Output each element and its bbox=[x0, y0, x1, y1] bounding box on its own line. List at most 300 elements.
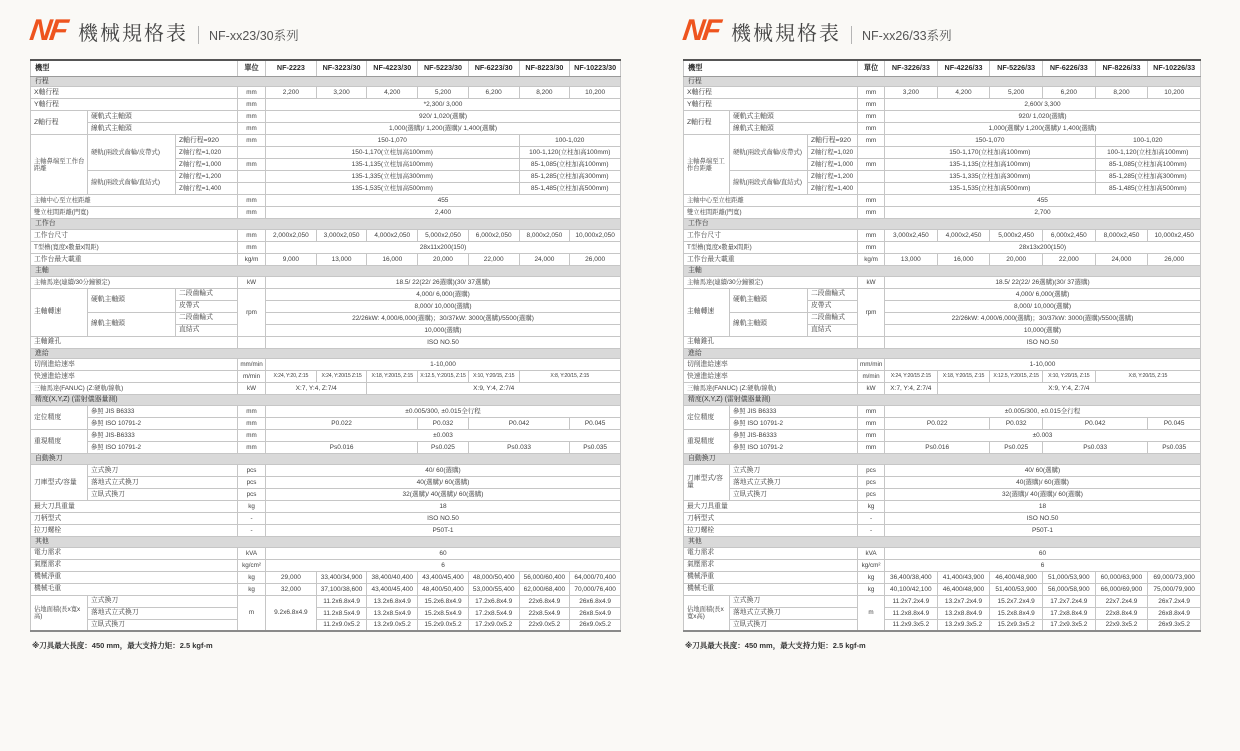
spec-value: 22x8.5x4.9 bbox=[519, 607, 570, 619]
unit-cell: mm bbox=[238, 406, 266, 418]
spec-row bbox=[31, 607, 621, 619]
spec-value: 26x7.2x4.9 bbox=[1148, 595, 1201, 607]
spec-value: 4,000/ 6,000(選購) bbox=[266, 288, 621, 300]
spec-value: 85-1,085(立柱加高100mm) bbox=[519, 159, 620, 171]
section-header: 自動換刀 bbox=[684, 454, 1201, 465]
spec-label: 氣壓需求 bbox=[31, 559, 238, 571]
spec-value: 5,000x2,050 bbox=[418, 229, 469, 241]
spec-value: 15.2x8.8x4.9 bbox=[990, 607, 1043, 619]
spec-label: 參照 ISO 10791-2 bbox=[730, 442, 858, 454]
model-header: NF-5226/33 bbox=[990, 60, 1043, 76]
spec-row bbox=[31, 418, 621, 430]
unit-cell: mm bbox=[238, 229, 266, 241]
spec-label: T型槽(寬度x數量x間距) bbox=[684, 241, 858, 253]
spec-label: 線軌主軸頭 bbox=[88, 312, 176, 336]
spec-value: 22/26kW: 4,000/6,000(選購)；30/37kW: 3000(選購)/5500(選購) bbox=[885, 312, 1201, 324]
spec-label: 最大刀具重量 bbox=[31, 500, 238, 512]
spec-value: 13.2x9.0x5.2 bbox=[367, 619, 418, 631]
spec-label: 皮帶式 bbox=[176, 300, 238, 312]
spec-value: 4,200 bbox=[367, 87, 418, 99]
spec-value: X:18, Y:20/15, Z:15 bbox=[937, 371, 990, 383]
spec-label: Z軸行程=1,200 bbox=[808, 171, 858, 183]
spec-value: 69,000/73,900 bbox=[1148, 571, 1201, 583]
spec-label: 切削進給速率 bbox=[31, 359, 238, 371]
section-row bbox=[31, 454, 621, 465]
unit-cell bbox=[238, 171, 266, 183]
spec-panel-left bbox=[27, 14, 621, 659]
unit-cell: pcs bbox=[238, 476, 266, 488]
spec-value: 26x9.0x5.2 bbox=[570, 619, 621, 631]
spec-value: 70,000/76,400 bbox=[570, 583, 621, 595]
spec-value: 24,000 bbox=[1095, 253, 1148, 265]
spec-label: 落地式立式換刀 bbox=[730, 476, 858, 488]
spec-label: 最大刀具重量 bbox=[684, 500, 858, 512]
spec-value: 18 bbox=[266, 500, 621, 512]
spec-value: 43,400/45,400 bbox=[367, 583, 418, 595]
spec-value: 46,400/48,900 bbox=[990, 571, 1043, 583]
unit-cell: kW bbox=[238, 276, 266, 288]
spec-value: 10,000(選購) bbox=[885, 324, 1201, 336]
spec-value: 28x13x200(150) bbox=[885, 241, 1201, 253]
unit-cell: pcs bbox=[238, 464, 266, 476]
spec-label: 立臥式換刀 bbox=[730, 488, 858, 500]
spec-value: 150-1,070 bbox=[266, 135, 520, 147]
spec-value: 2,700 bbox=[885, 207, 1201, 219]
model-header: NF-4223/30 bbox=[367, 60, 418, 76]
spec-value: 1-10,000 bbox=[885, 359, 1201, 371]
spec-value: 13.2x8.8x4.9 bbox=[937, 607, 990, 619]
spec-value: 150-1,070 bbox=[885, 135, 1096, 147]
spec-label: 立臥式換刀 bbox=[88, 488, 238, 500]
section-header: 行程 bbox=[31, 76, 621, 87]
spec-row bbox=[684, 476, 1201, 488]
spec-value: 100-1,020 bbox=[1095, 135, 1200, 147]
unit-cell: kW bbox=[858, 383, 885, 395]
spec-value: 48,400/50,400 bbox=[418, 583, 469, 595]
spec-label: 拉刀螺栓 bbox=[684, 524, 858, 536]
spec-value: X:24, Y:20, Z:15 bbox=[266, 371, 317, 383]
spec-label: 定位精度 bbox=[684, 406, 730, 430]
section-row bbox=[684, 395, 1201, 406]
unit-column-header: 單位 bbox=[858, 60, 885, 76]
section-header: 工作台 bbox=[31, 219, 621, 230]
unit-cell: mm bbox=[858, 418, 885, 430]
spec-value: 18.5/ 22(22/ 26選購)(30/ 37選購) bbox=[885, 276, 1201, 288]
section-header: 行程 bbox=[684, 76, 1201, 87]
spec-label: 主軸鼻端至工作台距離 bbox=[684, 135, 730, 195]
spec-value: 6,000x2,050 bbox=[468, 229, 519, 241]
spec-label: 立式換刀 bbox=[88, 595, 238, 607]
spec-value: 3,000x2,450 bbox=[885, 229, 938, 241]
unit-cell: mm bbox=[858, 207, 885, 219]
spec-value: *2,300/ 3,000 bbox=[266, 99, 621, 111]
spec-row bbox=[684, 583, 1201, 595]
unit-cell: kg/cm² bbox=[858, 559, 885, 571]
model-header: NF-6223/30 bbox=[468, 60, 519, 76]
spec-value: 13.2x8.5x4.9 bbox=[367, 607, 418, 619]
spec-value: ±0.005/300, ±0.015全行程 bbox=[885, 406, 1201, 418]
spec-value: 6 bbox=[266, 559, 621, 571]
spec-row bbox=[684, 488, 1201, 500]
unit-cell: kg bbox=[238, 571, 266, 583]
spec-label: 工作台最大載重 bbox=[684, 253, 858, 265]
spec-row bbox=[684, 430, 1201, 442]
unit-cell bbox=[858, 147, 885, 159]
spec-value: 11.2x7.2x4.9 bbox=[885, 595, 938, 607]
model-column-header: 機型 bbox=[684, 60, 858, 76]
spec-label: 機械毛重 bbox=[31, 583, 238, 595]
section-row bbox=[31, 76, 621, 87]
unit-cell: - bbox=[858, 524, 885, 536]
spec-label: 主軸錐孔 bbox=[31, 336, 238, 348]
spec-label: Z軸行程=1,020 bbox=[808, 147, 858, 159]
spec-label: 雙立柱間距離(門寬) bbox=[684, 207, 858, 219]
spec-label: 工作台尺寸 bbox=[684, 229, 858, 241]
unit-cell: kW bbox=[238, 383, 266, 395]
spec-value: 85-1,285(立柱加高300mm) bbox=[519, 171, 620, 183]
spec-label: 硬軌(兩段式齒輪/皮帶式) bbox=[730, 135, 808, 171]
spec-value: 41,400/43,900 bbox=[937, 571, 990, 583]
spec-row bbox=[684, 359, 1201, 371]
unit-cell: mm bbox=[858, 442, 885, 454]
spec-label: Z軸行程=1,000 bbox=[808, 159, 858, 171]
spec-row bbox=[684, 500, 1201, 512]
spec-value: 22x6.8x4.9 bbox=[519, 595, 570, 607]
spec-row bbox=[31, 595, 621, 607]
spec-label: 參照 ISO 10791-2 bbox=[730, 418, 858, 430]
spec-value: ±0.005/300, ±0.015全行程 bbox=[266, 406, 621, 418]
spec-value: 2,400 bbox=[266, 207, 621, 219]
spec-label: 刀庫型式/容量 bbox=[684, 464, 730, 500]
spec-label: 定位精度 bbox=[31, 406, 88, 430]
footnote-left: ※刀具最大長度：450 mm，最大支持力矩：2.5 kgf-m bbox=[32, 641, 213, 651]
unit-cell: mm bbox=[238, 99, 266, 111]
spec-value: 11.2x9.3x5.2 bbox=[885, 619, 938, 631]
unit-cell: mm bbox=[238, 241, 266, 253]
spec-value: 33,400/34,900 bbox=[316, 571, 367, 583]
panel-header-left bbox=[27, 14, 621, 56]
nf-logo: NF bbox=[27, 14, 69, 47]
spec-label: 佔地面積(長x寬x高) bbox=[684, 595, 730, 631]
spec-value: 135-1,535(立柱加高500mm) bbox=[266, 183, 520, 195]
spec-value: 51,400/53,900 bbox=[990, 583, 1043, 595]
spec-row bbox=[684, 312, 1201, 324]
spec-label: 參照 JIS-B6333 bbox=[88, 430, 238, 442]
spec-value: X:9, Y:4, Z:7/4 bbox=[937, 383, 1200, 395]
spec-label: 線軌式主軸頭 bbox=[88, 123, 238, 135]
spec-label: 線軌式主軸頭 bbox=[730, 123, 858, 135]
spec-value: 85-1,485(立柱加高500mm) bbox=[519, 183, 620, 195]
spec-label: 二段齒輪式 bbox=[808, 312, 858, 324]
spec-value: 32,000 bbox=[266, 583, 317, 595]
nf-logo: NF bbox=[680, 14, 722, 47]
model-header: NF-3226/33 bbox=[885, 60, 938, 76]
spec-value: 9,000 bbox=[266, 253, 317, 265]
spec-value: 24,000 bbox=[519, 253, 570, 265]
spec-row bbox=[31, 406, 621, 418]
model-header: NF-5223/30 bbox=[418, 60, 469, 76]
spec-value: 9.2x6.8x4.9 bbox=[266, 595, 317, 631]
section-row bbox=[684, 536, 1201, 547]
spec-row bbox=[684, 547, 1201, 559]
unit-cell: mm/min bbox=[238, 359, 266, 371]
spec-row bbox=[31, 383, 621, 395]
spec-row bbox=[684, 607, 1201, 619]
spec-row bbox=[684, 229, 1201, 241]
spec-value: 29,000 bbox=[266, 571, 317, 583]
spec-value: 8,000/ 10,000(選購) bbox=[885, 300, 1201, 312]
section-header: 進給 bbox=[684, 348, 1201, 359]
spec-value: 150-1,170(立柱加高100mm) bbox=[885, 147, 1096, 159]
spec-row bbox=[684, 524, 1201, 536]
spec-value: 5,200 bbox=[990, 87, 1043, 99]
spec-value: 10,000(選購) bbox=[266, 324, 621, 336]
series-name-right: NF-xx26/33系列 bbox=[851, 26, 952, 44]
spec-table-nf-xx26-33 bbox=[683, 59, 1201, 632]
section-row bbox=[31, 348, 621, 359]
spec-value: 11.2x8.8x4.9 bbox=[885, 607, 938, 619]
spec-row bbox=[31, 524, 621, 536]
unit-cell: kW bbox=[858, 276, 885, 288]
unit-cell: mm bbox=[858, 195, 885, 207]
spec-value: 6,200 bbox=[468, 87, 519, 99]
spec-value: 13,000 bbox=[885, 253, 938, 265]
spec-value: 22x9.0x5.2 bbox=[519, 619, 570, 631]
spec-value: 455 bbox=[266, 195, 621, 207]
spec-value: ±0.003 bbox=[885, 430, 1201, 442]
spec-value: 8,000x2,050 bbox=[519, 229, 570, 241]
spec-value: 135-1,335(立柱加高300mm) bbox=[885, 171, 1096, 183]
unit-cell bbox=[238, 147, 266, 159]
section-header: 其他 bbox=[684, 536, 1201, 547]
spec-label: 立式換刀 bbox=[730, 464, 858, 476]
spec-row bbox=[684, 241, 1201, 253]
model-column-header: 機型 bbox=[31, 60, 238, 76]
section-header: 精度(X,Y,Z) (雷射儀器量測) bbox=[31, 395, 621, 406]
unit-cell: mm bbox=[238, 159, 266, 171]
spec-value: 32(選購)/ 40(選購)/ 60(選購) bbox=[885, 488, 1201, 500]
spec-value: 11.2x9.0x5.2 bbox=[316, 619, 367, 631]
unit-cell: mm bbox=[238, 207, 266, 219]
section-header: 其他 bbox=[31, 536, 621, 547]
spec-row bbox=[31, 512, 621, 524]
spec-label: 快速進給速率 bbox=[684, 371, 858, 383]
spec-value: 62,000/68,400 bbox=[519, 583, 570, 595]
unit-cell: mm bbox=[858, 229, 885, 241]
spec-row bbox=[31, 336, 621, 348]
spec-value: P0.042 bbox=[468, 418, 569, 430]
unit-cell: mm bbox=[858, 123, 885, 135]
spec-row bbox=[684, 418, 1201, 430]
spec-value: ISO NO.50 bbox=[266, 512, 621, 524]
spec-value: 13,000 bbox=[316, 253, 367, 265]
spec-value: P0.032 bbox=[990, 418, 1043, 430]
spec-row bbox=[684, 135, 1201, 147]
spec-row bbox=[684, 111, 1201, 123]
spec-value: 60 bbox=[266, 547, 621, 559]
unit-cell: kg/cm² bbox=[238, 559, 266, 571]
spec-row bbox=[31, 488, 621, 500]
spec-label: 落地式立式換刀 bbox=[88, 607, 238, 619]
unit-cell: mm bbox=[238, 442, 266, 454]
section-header: 精度(X,Y,Z) (雷射儀器量測) bbox=[684, 395, 1201, 406]
spec-value: 28x11x200(150) bbox=[266, 241, 621, 253]
spec-value: X:7, Y:4, Z:7/4 bbox=[885, 383, 938, 395]
spec-value: 10,200 bbox=[570, 87, 621, 99]
spec-value: 135-1,335(立柱加高300mm) bbox=[266, 171, 520, 183]
spec-row bbox=[31, 583, 621, 595]
spec-label: 參照 JIS B6333 bbox=[88, 406, 238, 418]
spec-value: X:24, Y:20/15 Z:15 bbox=[885, 371, 938, 383]
unit-cell: kg bbox=[858, 583, 885, 595]
spec-value: 26x8.5x4.9 bbox=[570, 607, 621, 619]
spec-value: X:12.5, Y:20/15, Z:15 bbox=[418, 371, 469, 383]
section-row bbox=[684, 454, 1201, 465]
spec-label: 立式換刀 bbox=[730, 595, 858, 607]
spec-value: 100-1,120(立柱加高100mm) bbox=[1095, 147, 1200, 159]
spec-row bbox=[31, 619, 621, 631]
section-row bbox=[684, 265, 1201, 276]
unit-cell bbox=[858, 171, 885, 183]
spec-row bbox=[684, 207, 1201, 219]
unit-cell: mm/min bbox=[858, 359, 885, 371]
spec-value: 3,000x2,050 bbox=[316, 229, 367, 241]
spec-label: 線軌(兩段式齒輪/直結式) bbox=[88, 171, 176, 195]
unit-cell: mm bbox=[858, 87, 885, 99]
unit-cell: mm bbox=[858, 159, 885, 171]
spec-value: 26x6.8x4.9 bbox=[570, 595, 621, 607]
spec-label: 直結式 bbox=[808, 324, 858, 336]
spec-label: 參照 JIS B6333 bbox=[730, 406, 858, 418]
spec-label: 電力需求 bbox=[684, 547, 858, 559]
unit-cell: kg bbox=[858, 571, 885, 583]
unit-cell: m bbox=[858, 595, 885, 631]
spec-label: 主軸中心至立柱距離 bbox=[684, 195, 858, 207]
spec-value: 20,000 bbox=[418, 253, 469, 265]
spec-value: P0.032 bbox=[418, 418, 469, 430]
unit-cell: mm bbox=[238, 87, 266, 99]
spec-value: Ps0.035 bbox=[1148, 442, 1201, 454]
spec-value: Ps0.016 bbox=[266, 442, 418, 454]
spec-label: Z軸行程=1,400 bbox=[176, 183, 238, 195]
spec-row bbox=[31, 99, 621, 111]
spec-value: 13.2x7.2x4.9 bbox=[937, 595, 990, 607]
section-header: 自動換刀 bbox=[31, 454, 621, 465]
spec-value: 40/ 60(選購) bbox=[885, 464, 1201, 476]
spec-label: 主軸錐孔 bbox=[684, 336, 858, 348]
spec-value: 5,200 bbox=[418, 87, 469, 99]
section-row bbox=[31, 536, 621, 547]
spec-value: 85-1,285(立柱加高300mm) bbox=[1095, 171, 1200, 183]
model-header: NF-8223/30 bbox=[519, 60, 570, 76]
spec-label: 主軸鼻端至工作台距離 bbox=[31, 135, 88, 195]
unit-cell: rpm bbox=[238, 288, 266, 336]
spec-value: 85-1,485(立柱加高500mm) bbox=[1095, 183, 1200, 195]
panel-header-right bbox=[680, 14, 1201, 56]
spec-value: 17.2x9.3x5.2 bbox=[1042, 619, 1095, 631]
spec-row bbox=[31, 559, 621, 571]
unit-cell: m bbox=[238, 595, 266, 631]
spec-label: Z軸行程=920 bbox=[176, 135, 238, 147]
unit-column-header: 單位 bbox=[238, 60, 266, 76]
spec-row bbox=[31, 500, 621, 512]
spec-row bbox=[684, 371, 1201, 383]
spec-value: 150-1,170(立柱加高100mm) bbox=[266, 147, 520, 159]
spec-value: 46,400/48,900 bbox=[937, 583, 990, 595]
spec-row bbox=[684, 383, 1201, 395]
spec-row bbox=[31, 430, 621, 442]
spec-row bbox=[684, 99, 1201, 111]
spec-value: 40,100/42,100 bbox=[885, 583, 938, 595]
spec-row bbox=[684, 442, 1201, 454]
spec-row bbox=[31, 111, 621, 123]
unit-cell: mm bbox=[238, 430, 266, 442]
spec-label: 二段齒輪式 bbox=[808, 288, 858, 300]
spec-value: 75,000/79,900 bbox=[1148, 583, 1201, 595]
section-header: 主軸 bbox=[684, 265, 1201, 276]
spec-row bbox=[31, 253, 621, 265]
spec-label: 二段齒輪式 bbox=[176, 312, 238, 324]
model-header: NF-10223/30 bbox=[570, 60, 621, 76]
spec-label: 工作台最大載重 bbox=[31, 253, 238, 265]
section-row bbox=[684, 219, 1201, 230]
spec-row bbox=[31, 135, 621, 147]
spec-row bbox=[31, 571, 621, 583]
spec-value: 1,000(選購)/ 1,200(選購)/ 1,400(選購) bbox=[885, 123, 1201, 135]
spec-value: 66,000/69,900 bbox=[1095, 583, 1148, 595]
spec-value: X:10, Y:20/15, Z:15 bbox=[1042, 371, 1095, 383]
spec-value: 13.2x6.8x4.9 bbox=[367, 595, 418, 607]
unit-cell: mm bbox=[238, 111, 266, 123]
unit-cell: pcs bbox=[858, 476, 885, 488]
unit-cell: mm bbox=[858, 430, 885, 442]
spec-value: 22,000 bbox=[1042, 253, 1095, 265]
spec-row bbox=[684, 559, 1201, 571]
spec-row bbox=[31, 464, 621, 476]
spec-label: 線軌主軸頭 bbox=[730, 312, 808, 336]
unit-cell: kg bbox=[238, 500, 266, 512]
spec-label: 機械淨重 bbox=[684, 571, 858, 583]
section-row bbox=[684, 348, 1201, 359]
page-title: 機械規格表 bbox=[731, 23, 841, 45]
spec-row bbox=[684, 406, 1201, 418]
unit-cell: mm bbox=[238, 135, 266, 147]
spec-row bbox=[31, 276, 621, 288]
spec-value: 16,000 bbox=[937, 253, 990, 265]
spec-row bbox=[31, 476, 621, 488]
unit-cell: - bbox=[238, 524, 266, 536]
spec-value: 13.2x9.3x5.2 bbox=[937, 619, 990, 631]
spec-value: 17.2x7.2x4.9 bbox=[1042, 595, 1095, 607]
unit-cell: - bbox=[238, 512, 266, 524]
section-row bbox=[31, 395, 621, 406]
spec-value: 60 bbox=[885, 547, 1201, 559]
spec-value: 40(選購)/ 60(選購) bbox=[885, 476, 1201, 488]
spec-value: 85-1,085(立柱加高100mm) bbox=[1095, 159, 1200, 171]
spec-label: 線軌(兩段式齒輪/直結式) bbox=[730, 171, 808, 195]
spec-row bbox=[684, 276, 1201, 288]
section-header: 進給 bbox=[31, 348, 621, 359]
unit-cell bbox=[238, 183, 266, 195]
section-row bbox=[31, 265, 621, 276]
spec-value: 10,000x2,450 bbox=[1148, 229, 1201, 241]
spec-value: P0.042 bbox=[1042, 418, 1147, 430]
spec-value: 22/26kW: 4,000/6,000(選購)；30/37kW: 3000(選購)/5500(選購) bbox=[266, 312, 621, 324]
spec-label: Z軸行程 bbox=[684, 111, 730, 135]
spec-value: 22x8.8x4.9 bbox=[1095, 607, 1148, 619]
model-header: NF-6226/33 bbox=[1042, 60, 1095, 76]
unit-cell: - bbox=[858, 512, 885, 524]
